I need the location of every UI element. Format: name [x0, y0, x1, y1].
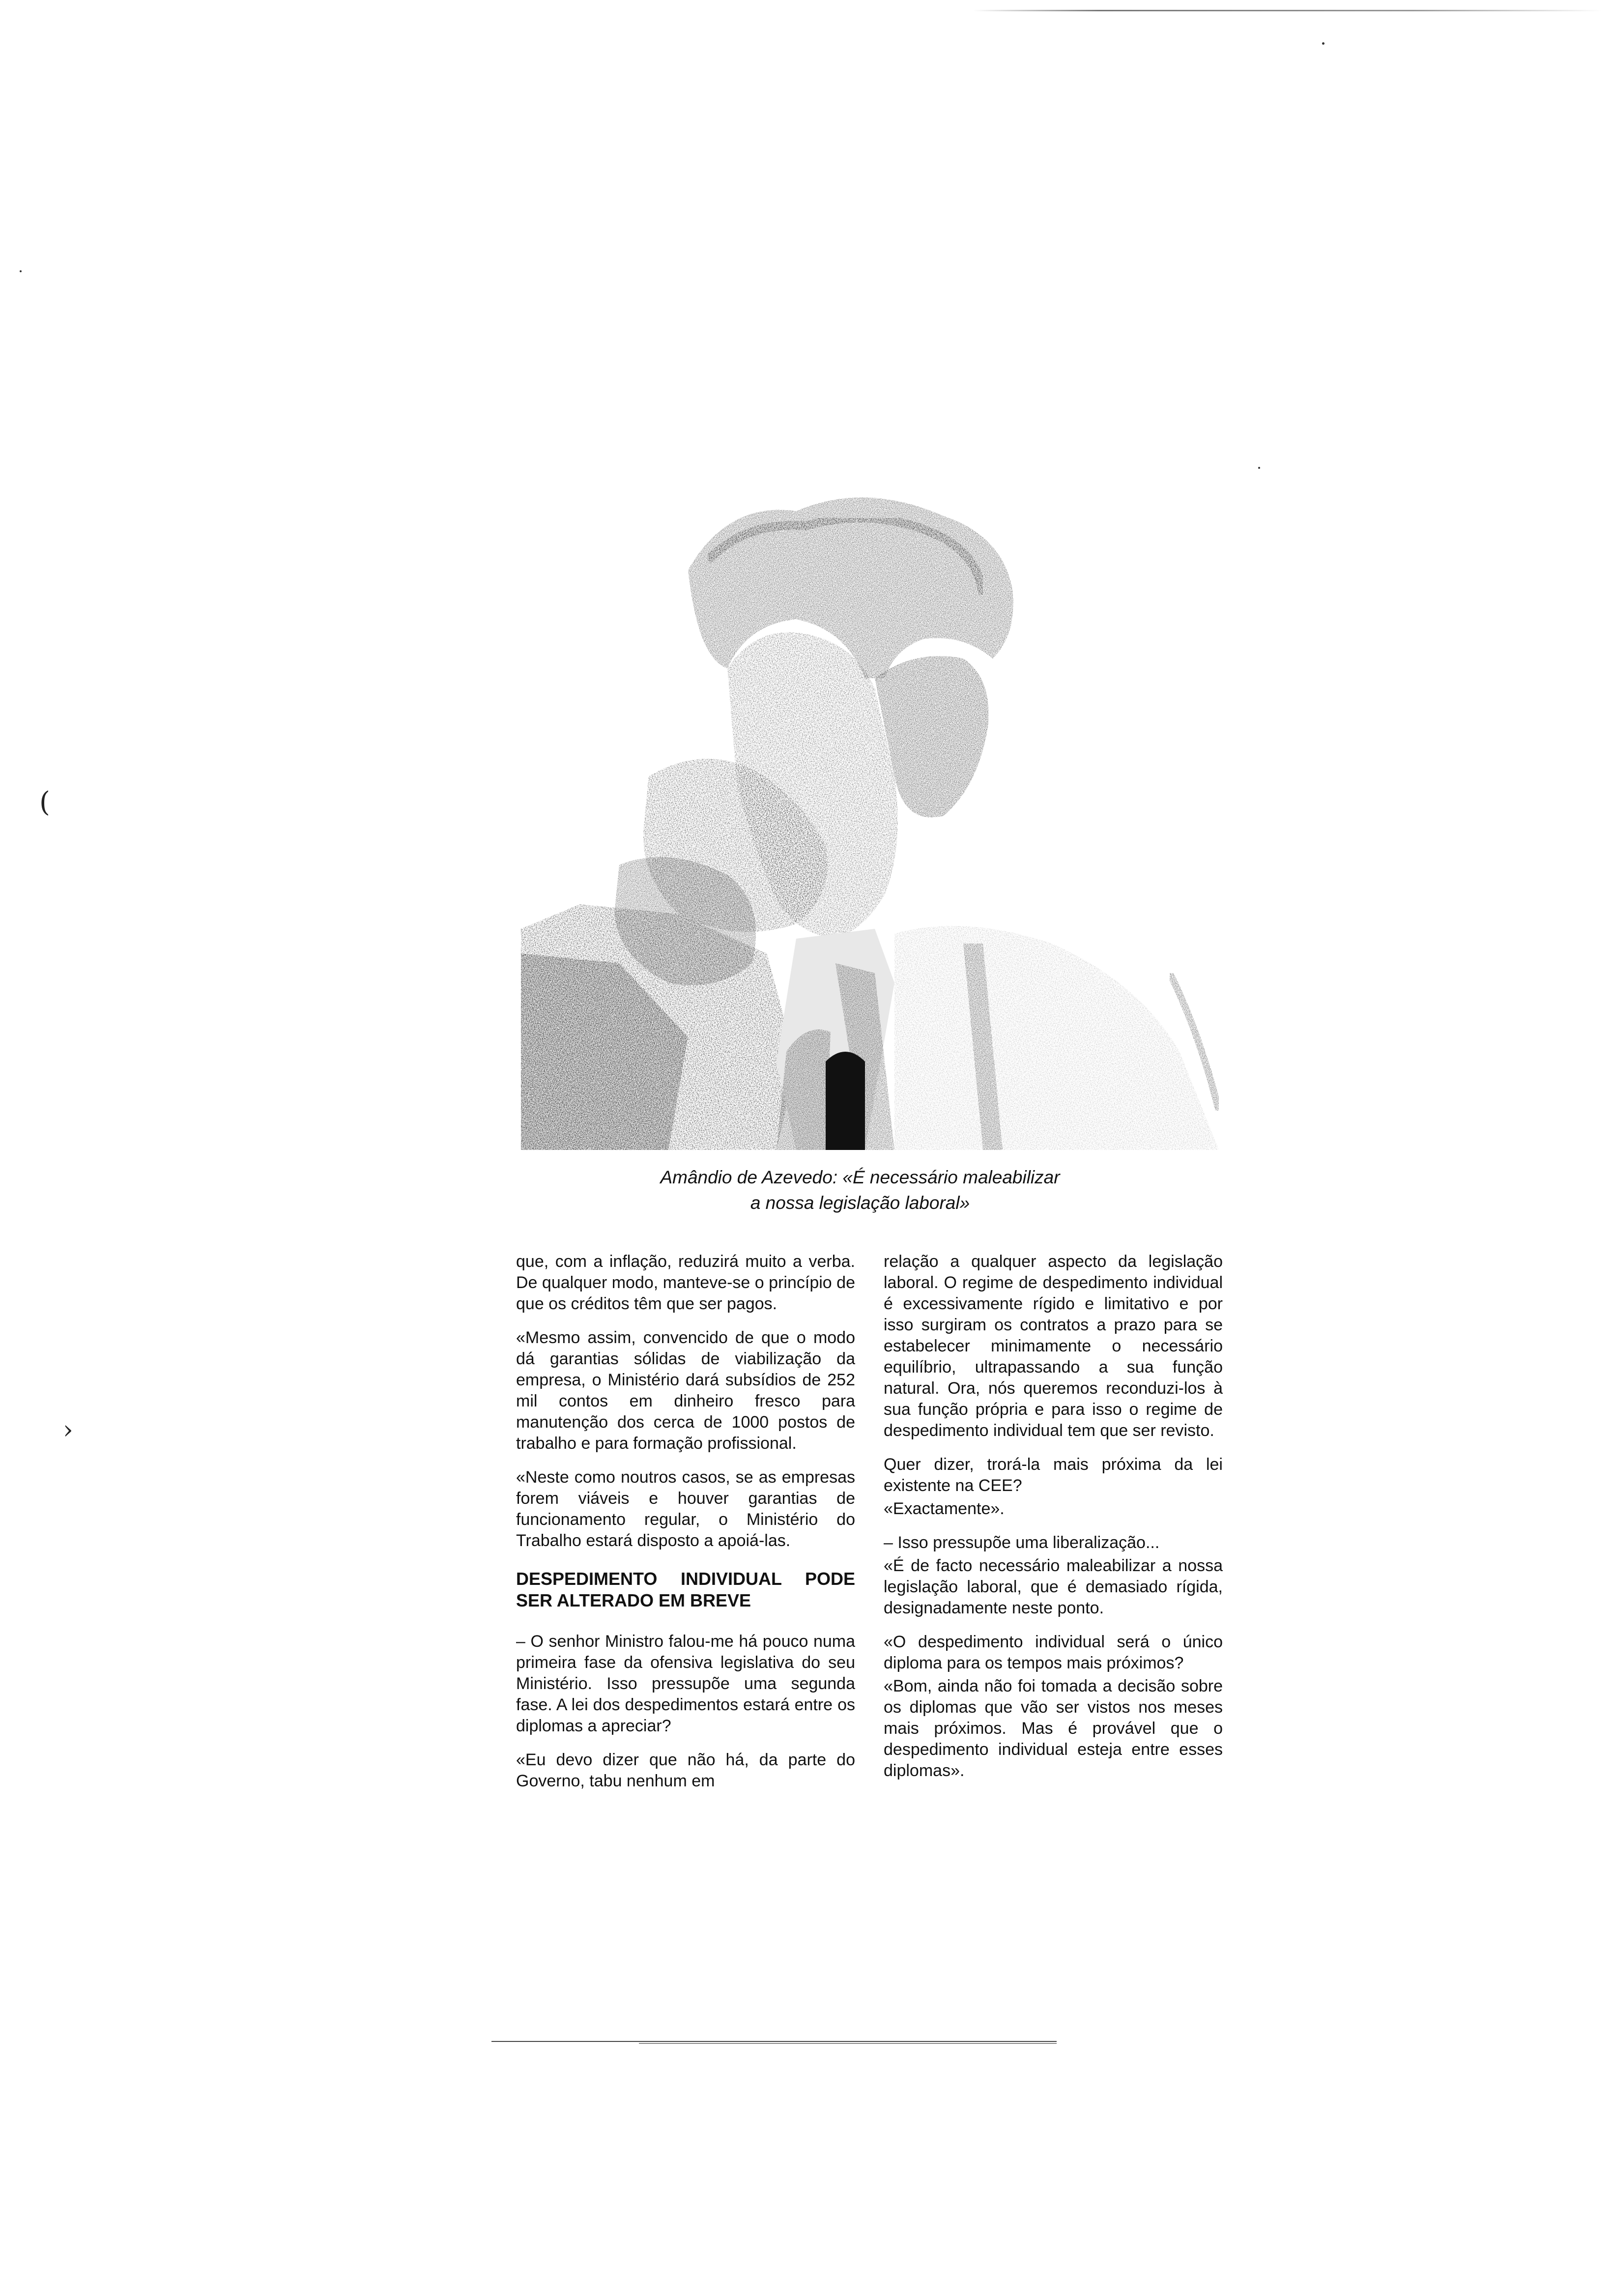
paragraph: – O senhor Ministro falou-me há pouco numa primeira fase da ofensiva legislativa do seu Ministério. Isso pressupõe uma segunda fase. A lei dos despedimentos estará entre os diplomas a apreciar?: [516, 1632, 855, 1735]
paragraph: «O despedimento individual será o único diploma para os tempos mais próximos?: [884, 1633, 1223, 1672]
paragraph: «Exactamente».: [884, 1499, 1005, 1518]
paragraph: «Bom, ainda não foi tomada a decisão sobre os diplomas que vão ser vistos nos meses mais próximos. Mas é provável que o despedimento individual esteja entre esses diplomas».: [884, 1677, 1223, 1780]
paragraph: relação a qualquer aspecto da legislação laboral. O regime de despedimento individual é excessivamente rígido e limitativo e por isso surgiram os contratos a prazo para se estabelecer minimamente o necessário equilíbrio, ultrapassando a sua função natural. Ora, nós queremos reconduzi-los à sua função própria e para isso o regime de despedimento individual tem que ser revisto.: [884, 1252, 1223, 1440]
column-end-rule: [491, 2040, 1057, 2044]
margin-paren-mark: (: [39, 786, 50, 818]
scan-speck: [1322, 42, 1324, 45]
paragraph: «Neste como noutros casos, se as empresas forem viáveis e houver garantias de funcionamento regular, o Ministério do Trabalho estará disposto a apoiá-las.: [516, 1468, 855, 1550]
paragraph: – Isso pressupõe uma liberalização...: [884, 1533, 1160, 1552]
paragraph: Quer dizer, trorá-la mais próxima da lei existente na CEE?: [884, 1455, 1223, 1495]
scan-speck: [1258, 467, 1260, 469]
portrait-photo: [521, 472, 1219, 1150]
scan-artifact-top-line: [973, 10, 1602, 11]
paragraph: «Mesmo assim, convencido de que o modo dá garantias sólidas de viabilização da empresa, o Ministério dará subsídios de 252 mil contos em dinheiro fresco para manutenção dos cerca de 1000 postos de trabalho e para formação profissional.: [516, 1328, 855, 1453]
scan-speck: [20, 270, 22, 272]
caption-line-2: a nossa legislação laboral»: [750, 1193, 970, 1213]
caption-line-1: Amândio de Azevedo: «É necessário maleabilizar: [660, 1167, 1060, 1187]
paragraph: que, com a inflação, reduzirá muito a verba. De qualquer modo, manteve-se o princípio de que os créditos têm que ser pagos.: [516, 1252, 855, 1313]
article-column-2: [884, 1251, 1223, 1794]
section-subheading: DESPEDIMENTO INDIVIDUAL PODE SER ALTERADO EM BREVE: [516, 1569, 855, 1610]
photo-caption: [541, 1165, 1180, 1216]
margin-tick-mark: ›: [63, 1415, 73, 1445]
paragraph: «Eu devo dizer que não há, da parte do Governo, tabu nenhum em: [516, 1751, 855, 1790]
paragraph: «É de facto necessário maleabilizar a nossa legislação laboral, que é demasiado rígida, designadamente neste ponto.: [884, 1556, 1223, 1617]
article-column-1: [516, 1251, 855, 1805]
